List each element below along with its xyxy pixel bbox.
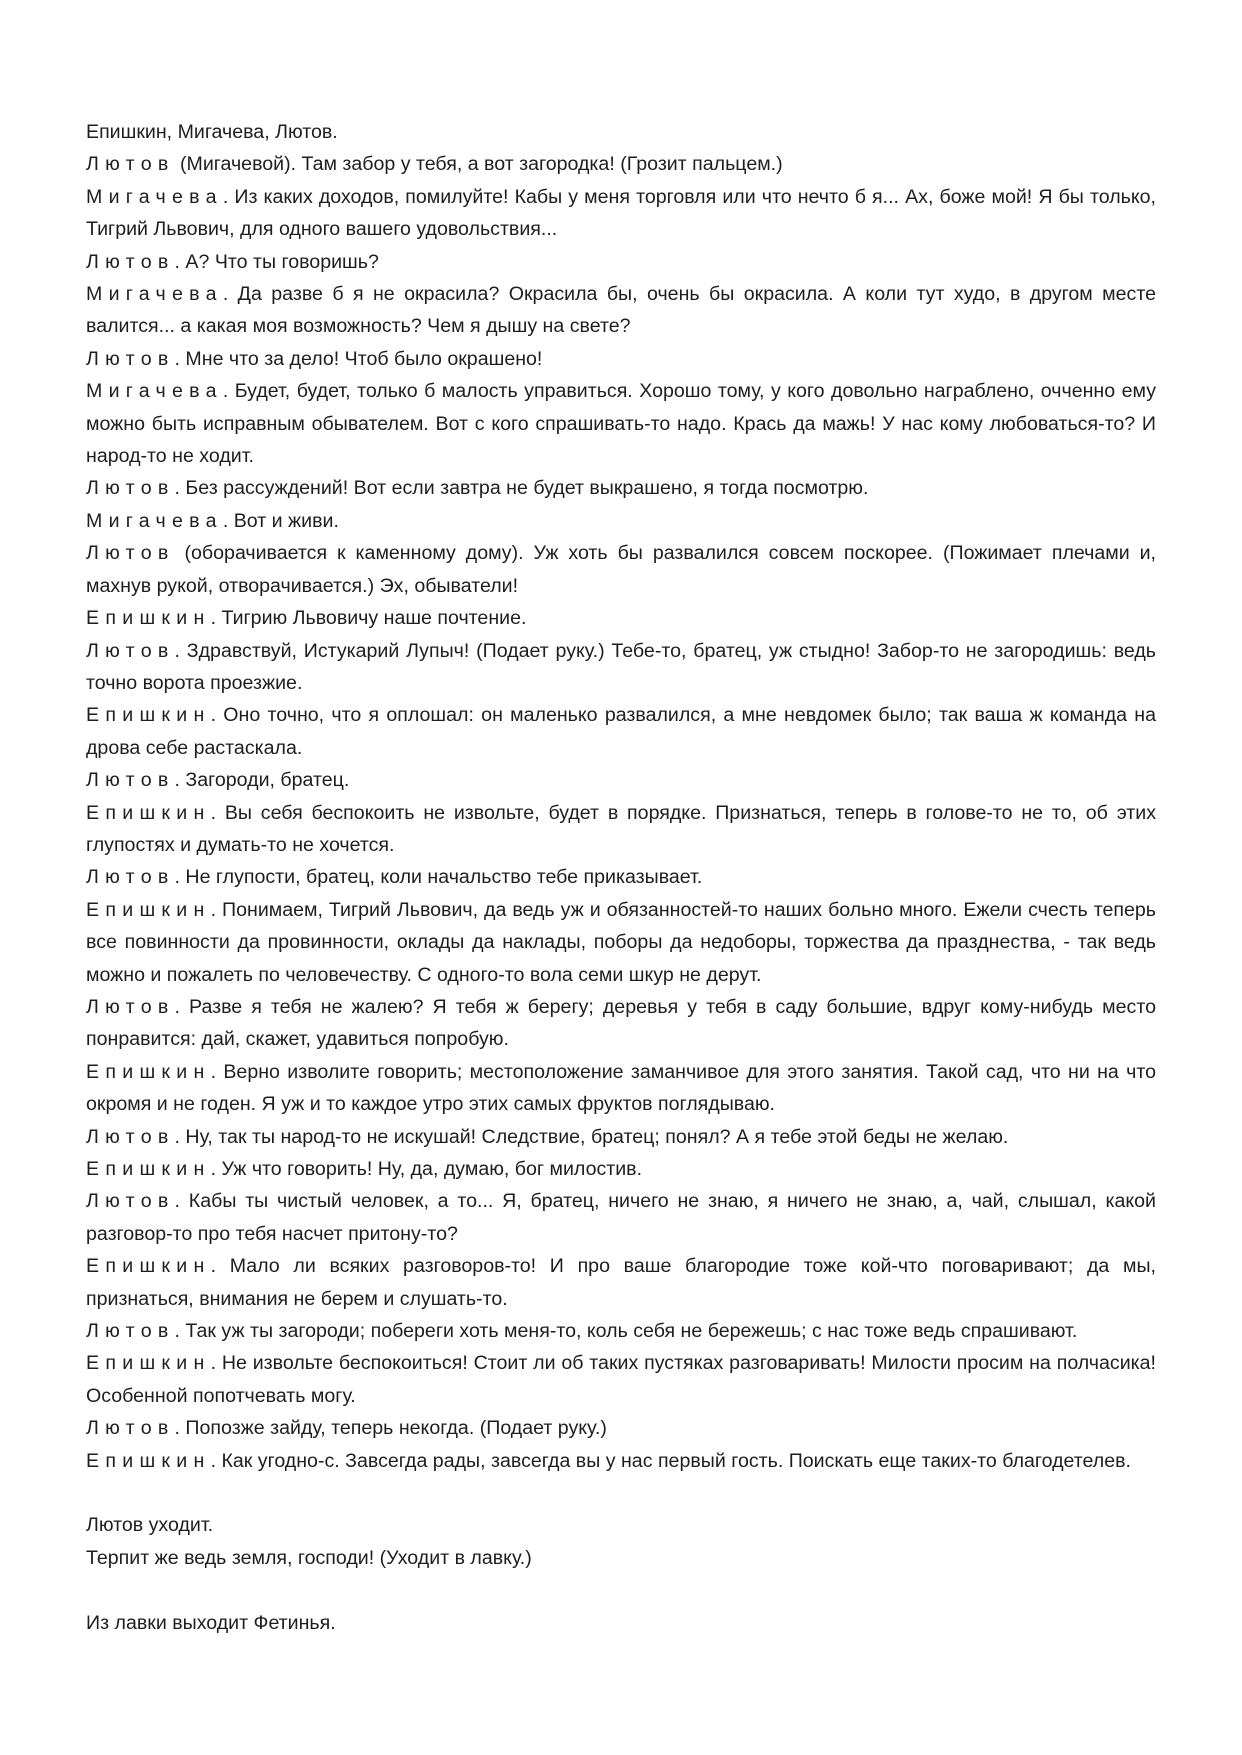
line-text: . Кабы ты чистый человек, а то... Я, братец, ничего не знаю, я ничего не знаю, а, чай, слышал, какой разговор-то про тебя насчет притону-то?	[86, 1190, 1156, 1245]
dialogue-line-14	[86, 797, 1156, 862]
dialogue-line-12	[86, 699, 1156, 764]
dialogue-line-11	[86, 635, 1156, 700]
stage-direction-exit: Лютов уходит.	[86, 1514, 214, 1537]
dialogue-line-16	[86, 894, 1156, 991]
line-text: . Понимаем, Тигрий Львович, да ведь уж и обязанностей-то наших больно много. Ежели счесть теперь все повинности да провинности, оклады да наклады, поборы да недоборы, торжества да празднества, - так ведь можно и пожалеть по человечеству. С одного-то вола семи шкур не дерут.	[86, 898, 1156, 986]
speaker-name: Лютов	[86, 542, 175, 565]
line-text: . Вот и живи.	[222, 509, 339, 532]
dialogue-line-22	[86, 1250, 1156, 1315]
scene-intro: Епишкин, Мигачева, Лютов.	[86, 121, 338, 143]
line-text: (оборачивается к каменному дому). Уж хоть бы развалился совсем поскорее. (Пожимает плечами и, махнув рукой, отворачивается.) Эх, обыватели!	[86, 542, 1156, 597]
line-text: . Тигрию Львовичу наше почтение.	[210, 607, 527, 630]
line-text: . Здравствуй, Истукарий Лупыч! (Подает руку.) Тебе-то, братец, уж стыдно! Забор-то не загородишь: ведь точно ворота проезжие.	[86, 639, 1156, 694]
dialogue-line-24	[86, 1347, 1156, 1412]
closing-line: Терпит же ведь земля, господи! (Уходит в лавку.)	[86, 1546, 532, 1569]
speaker-name: Лютов	[86, 769, 175, 792]
dialogue-line-1	[86, 148, 1156, 180]
dialogue-line-2	[86, 181, 1156, 246]
speaker-name: Лютов	[86, 866, 175, 889]
line-text: . Вы себя беспокоить не извольте, будет в порядке. Признаться, теперь в голове-то не то, об этих глупостях и думать-то не хочется.	[86, 801, 1156, 856]
dialogue-line-25	[86, 1412, 1156, 1444]
speaker-name: Лютов	[86, 639, 175, 662]
line-text: . Не глупости, братец, коли начальство тебе приказывает.	[174, 866, 703, 889]
speaker-name: Лютов	[86, 1320, 175, 1343]
line-text: . Ну, так ты народ-то не искушай! Следствие, братец; понял? А я тебе этой беды не желаю.	[174, 1125, 1009, 1148]
play-text	[86, 116, 1156, 1639]
line-text: . Не извольте беспокоиться! Стоит ли об таких пустяках разговаривать! Милости просим на полчасика! Особенной попотчевать могу.	[86, 1352, 1156, 1407]
dialogue-line-5	[86, 343, 1156, 375]
dialogue-line-10	[86, 602, 1156, 634]
line-text: . Разве я тебя не жалею? Я тебя ж берегу; деревья у тебя в саду большие, вдруг кому-нибудь место понравится: дай, скажет, удавиться попробую.	[86, 995, 1156, 1051]
dialogue-line-17	[86, 991, 1156, 1056]
dialogue-line-20	[86, 1153, 1156, 1185]
speaker-name: Мигачева	[86, 283, 223, 306]
speaker-name: Епишкин	[86, 1060, 211, 1083]
speaker-name: Лютов	[86, 250, 175, 273]
dialogue-line-19	[86, 1121, 1156, 1153]
stage-direction-final: Из лавки выходит Фетинья.	[86, 1611, 336, 1634]
speaker-name: Лютов	[86, 1417, 175, 1440]
speaker-name: Епишкин	[86, 1255, 211, 1278]
speaker-name: Лютов	[86, 1190, 175, 1213]
speaker-name: Мигачева	[86, 185, 223, 208]
dialogue-line-26	[86, 1445, 1156, 1477]
line-text: . Загороди, братец.	[174, 769, 350, 792]
line-text: . Мало ли всяких разговоров-то! И про ваше благородие тоже кой-что поговаривают; да мы, признаться, внимания не берем и слушать-то.	[86, 1255, 1156, 1310]
speaker-name: Лютов	[86, 995, 175, 1018]
line-text: . Верно изволите говорить; местоположение заманчивое для этого занятия. Такой сад, что ни на что окромя и не годен. Я уж и то каждое утро этих самых фруктов поглядываю.	[86, 1060, 1156, 1116]
line-text: . Как угодно-с. Завсегда рады, завсегда вы у нас первый гость. Поискать еще таких-то благодетелев.	[210, 1449, 1131, 1472]
dialogue-line-7	[86, 472, 1156, 504]
line-text: . Попозже зайду, теперь некогда. (Подает руку.)	[174, 1417, 607, 1440]
speaker-name: Лютов	[86, 1125, 175, 1148]
speaker-name: Мигачева	[86, 380, 223, 403]
dialogue-line-18	[86, 1056, 1156, 1121]
line-text: . Так уж ты загороди; побереги хоть меня-то, коль себя не бережешь; с нас тоже ведь спрашивают.	[174, 1320, 1078, 1343]
speaker-name: Лютов	[86, 153, 175, 176]
line-text: (Мигачевой). Там забор у тебя, а вот загородка! (Грозит пальцем.)	[174, 153, 783, 176]
dialogue-line-4	[86, 278, 1156, 343]
dialogue-line-6	[86, 375, 1156, 472]
speaker-name: Епишкин	[86, 801, 211, 824]
dialogue-line-9	[86, 537, 1156, 602]
speaker-name: Лютов	[86, 347, 175, 370]
dialogue-line-8	[86, 505, 1156, 537]
speaker-name: Лютов	[86, 477, 175, 500]
speaker-name: Мигачева	[86, 509, 223, 532]
line-text: . Мне что за дело! Чтоб было окрашено!	[174, 347, 543, 370]
line-text: . Из каких доходов, помилуйте! Кабы у меня торговля или что нечто б я... Ах, боже мой! Я бы только, Тигрий Львович, для одного вашего удовольствия...	[86, 185, 1156, 241]
speaker-name: Епишкин	[86, 1158, 211, 1180]
line-text: . Оно точно, что я оплошал: он маленько развалился, а мне невдомек было; так ваша ж команда на дрова себе растаскала.	[86, 704, 1156, 759]
dialogue-line-23	[86, 1315, 1156, 1347]
blank-line	[86, 1477, 1156, 1509]
line-text: . Без рассуждений! Вот если завтра не будет выкрашено, я тогда посмотрю.	[174, 477, 869, 500]
line-text: . Будет, будет, только б малость управиться. Хорошо тому, у кого довольно награблено, очченно ему можно быть исправным обывателем. Вот с кого спрашивать-то надо. Крась да мажь! У нас кому любоваться-то? И народ-то не ходит.	[86, 380, 1156, 468]
speaker-name: Епишкин	[86, 1449, 211, 1472]
speaker-name: Епишкин	[86, 1352, 211, 1375]
dialogue-line-3	[86, 246, 1156, 278]
dialogue-line-15	[86, 861, 1156, 893]
dialogue-line-13	[86, 764, 1156, 796]
line-text: . Уж что говорить! Ну, да, думаю, бог милостив.	[210, 1158, 643, 1180]
speaker-name: Епишкин	[86, 898, 211, 921]
line-text: . А? Что ты говоришь?	[174, 250, 379, 273]
speaker-name: Епишкин	[86, 704, 211, 727]
blank-line	[86, 1574, 1156, 1606]
speaker-name: Епишкин	[86, 607, 211, 630]
line-text: . Да разве б я не окрасила? Окрасила бы, очень бы окрасила. А коли тут худо, в другом месте валится... а какая моя возможность? Чем я дышу на свете?	[86, 283, 1156, 338]
dialogue-line-21	[86, 1185, 1156, 1250]
